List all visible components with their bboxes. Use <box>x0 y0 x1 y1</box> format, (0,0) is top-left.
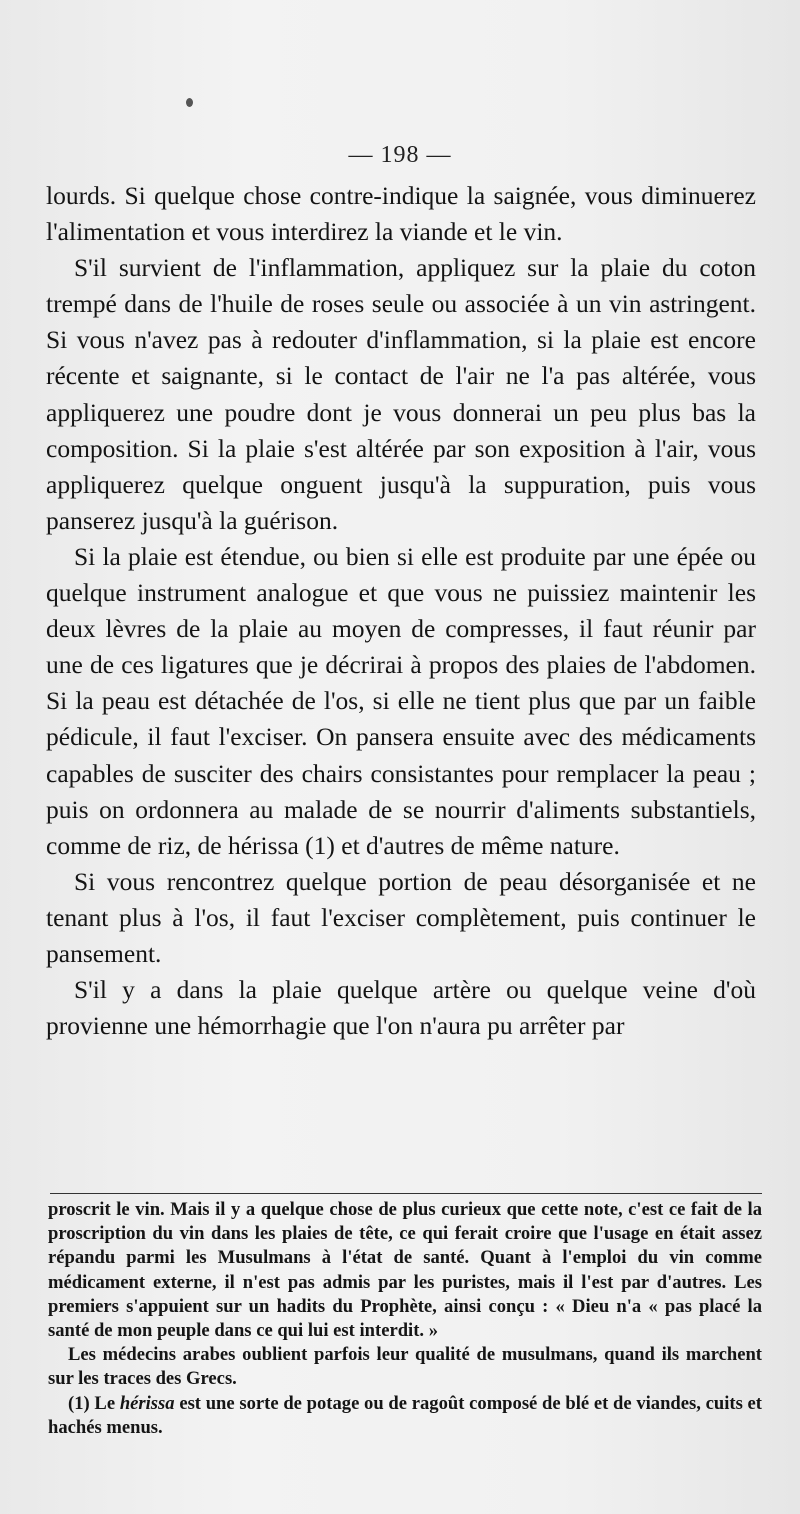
footnote-body: est une sorte de potage ou de ragoût composé de blé et de viandes, cuits et hachés menus. <box>48 1392 762 1438</box>
note-continuation: proscrit le vin. Mais il y a quelque chose de plus curieux que cette note, c'est ce fait de la proscription du vin dans les plaies de tête, ce qui ferait croire que l'usage en était assez répandu parmi les Musulmans à l'état de santé. Quant à l'emploi du vin comme médicament externe, il n'est pas admis par les puristes, mais il l'est par d'autres. Les premiers s'appuient sur un hadits du Prophète, ainsi conçu : « Dieu n'a « pas placé la santé de mon peuple dans ce qui lui est interdit. » <box>48 1199 762 1342</box>
footnote-pre: Le <box>94 1392 116 1414</box>
paragraph-disorganized-skin: Si vous rencontrez quelque portion de peau désorganisée et ne tenant plus à l'os, il faut l'exciser complètement, puis continuer le pansement. <box>46 866 756 968</box>
footnote-term: hérissa <box>119 1392 175 1414</box>
page-number: — 198 — <box>348 142 452 168</box>
footnote-marker: (1) <box>68 1392 90 1414</box>
paragraph-inflammation: S'il survient de l'inflammation, appliquez sur la plaie du coton trempé dans de l'huile de roses seule ou associée à un vin astringent. Si vous n'avez pas à redouter d'inflammation, si la plaie est encore récente et saignante, si le contact de l'air ne l'a pas altérée, vous appliquerez une poudre dont je vous donnerai un peu plus bas la composition. Si la plaie s'est altérée par son exposition à l'air, vous appliquerez quelque onguent jusqu'à la suppuration, puis vous panserez jusqu'à la guérison. <box>46 253 756 535</box>
ink-speck <box>186 98 193 107</box>
note-second-paragraph: Les médecins arabes oublient parfois leur qualité de musulmans, quand ils marchent sur les traces des Grecs. <box>48 1344 762 1390</box>
paragraph-continuation: lourds. Si quelque chose contre-indique la saignée, vous diminuerez l'alimentation et vous interdirez la viande et le vin. <box>46 181 756 247</box>
paragraph-extended-wound: Si la plaie est étendue, ou bien si elle est produite par une épée ou quelque instrument analogue et que vous ne puissiez maintenir les deux lèvres de la plaie au moyen de compresses, il faut réunir par une de ces ligatures que je décrirai à propos des plaies de l'abdomen. Si la peau est détachée de l'os, si elle ne tient plus que par un faible pédicule, il faut l'exciser. On pansera ensuite avec des médicaments capables de susciter des chairs consistantes pour remplacer la peau ; puis on ordonnera au malade de se nourrir d'aliments substantiels, comme de riz, de hérissa (1) et d'autres de même nature. <box>46 541 756 860</box>
paragraph-hemorrhage: S'il y a dans la plaie quelque artère ou quelque veine d'où provienne une hémorrhagie que l'on n'aura pu arrêter par <box>46 975 756 1041</box>
main-text <box>46 178 756 1044</box>
footnote-1 <box>48 1392 762 1440</box>
footnotes <box>48 1198 762 1440</box>
footnote-divider <box>50 1193 762 1194</box>
